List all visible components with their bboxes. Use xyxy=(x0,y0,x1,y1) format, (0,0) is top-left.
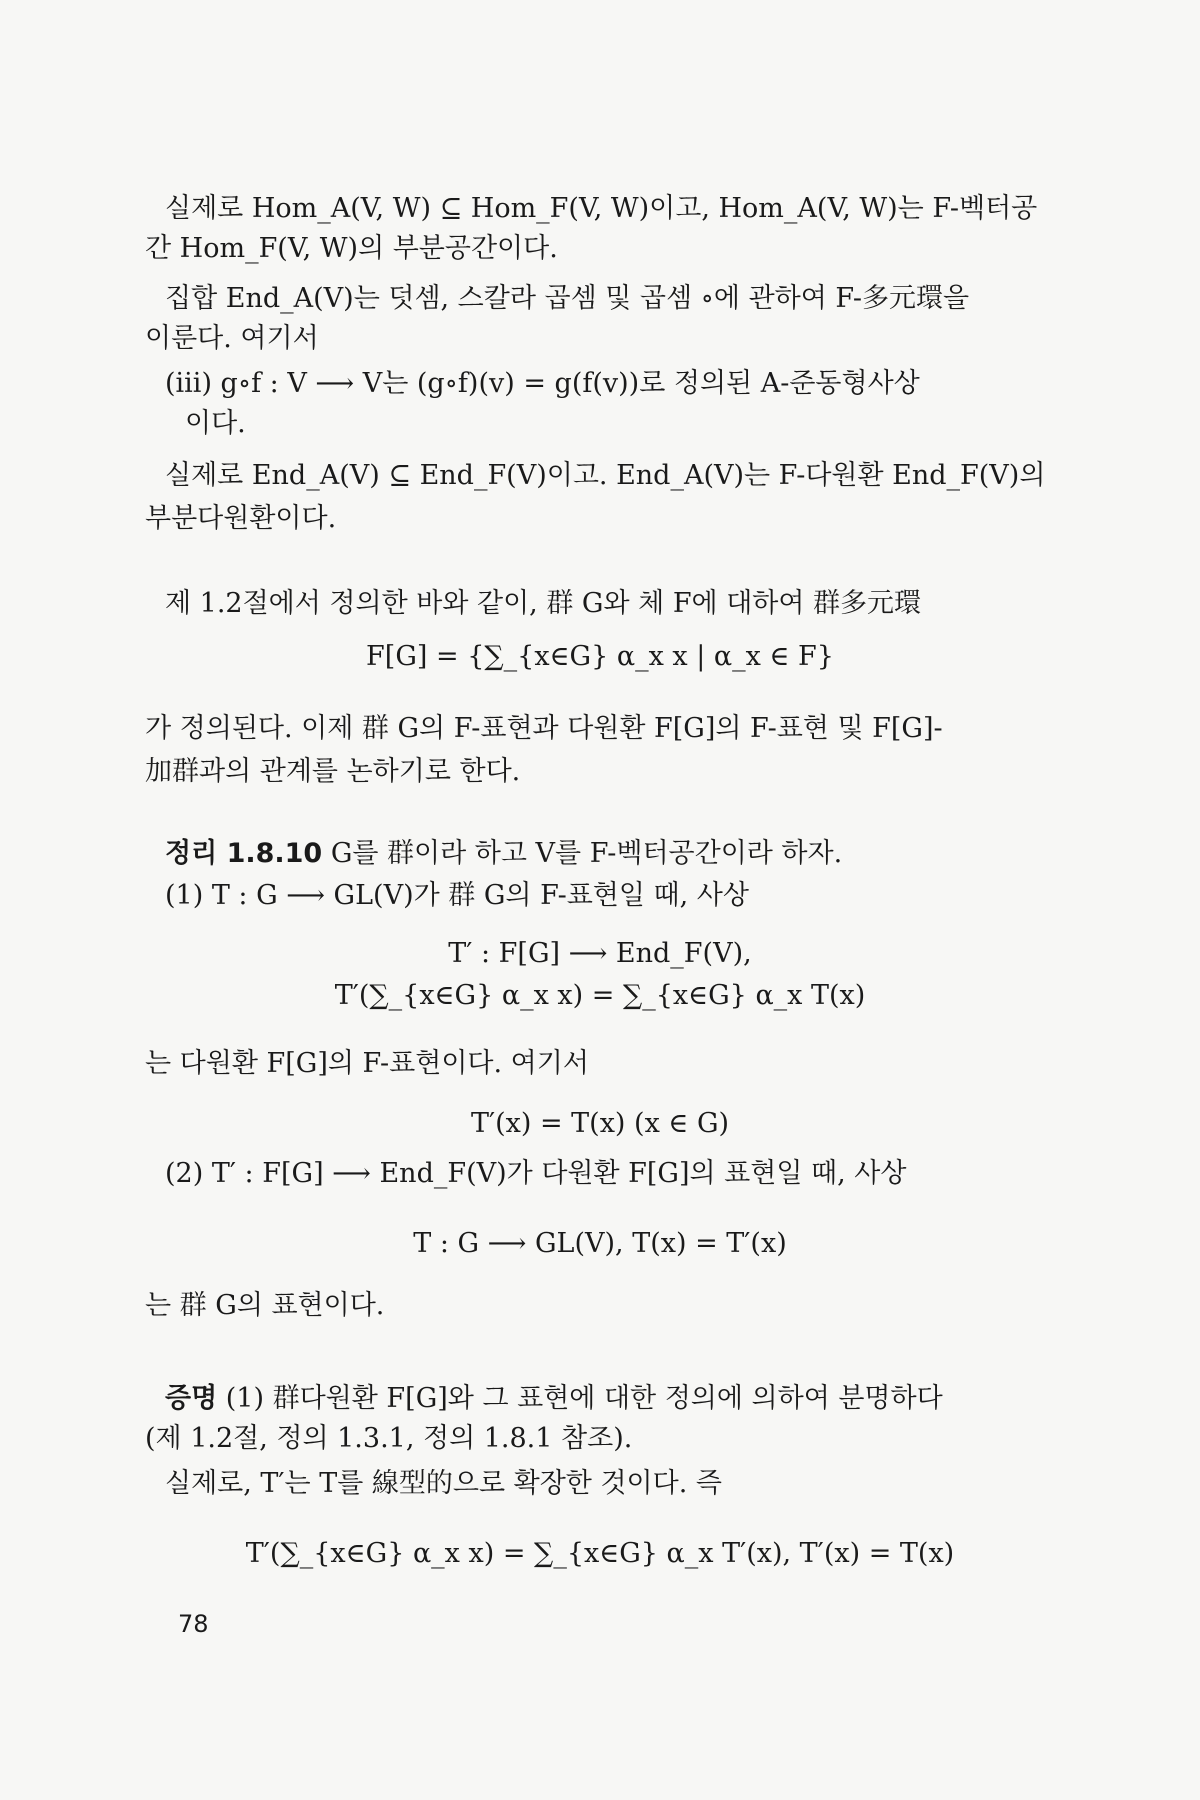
paragraph-line: 제 1.2절에서 정의한 바와 같이, 群 G와 체 F에 대하여 群多元環 xyxy=(165,588,922,619)
paragraph-line: 실제로 End_A(V) ⊆ End_F(V)이고. End_A(V)는 F-다원환 End_F(V)의 xyxy=(165,460,1046,491)
equation-proof: T′(∑_{x∈G} α_x x) = ∑_{x∈G} α_x T′(x), T′(x) = T(x) xyxy=(245,1538,955,1569)
equation-restriction: T′(x) = T(x) (x ∈ G) xyxy=(470,1108,730,1139)
item-iii: (iii) g∘f : V ⟶ V는 (g∘f)(v) = g(f(v))로 정의된 A-준동형사상 xyxy=(165,368,920,399)
equation-group-algebra: F[G] = {∑_{x∈G} α_x x | α_x ∈ F} xyxy=(366,641,834,672)
paragraph-line: 가 정의된다. 이제 群 G의 F-표현과 다원환 F[G]의 F-표현 및 F[G]- xyxy=(145,713,943,744)
paragraph-line: 간 Hom_F(V, W)의 부분공간이다. xyxy=(145,233,558,264)
paragraph-line: 이룬다. 여기서 xyxy=(145,323,319,354)
paragraph-line: 실제로 Hom_A(V, W) ⊆ Hom_F(V, W)이고, Hom_A(V, W)는 F-벡터공 xyxy=(165,193,1038,224)
proof-label: 증명 xyxy=(165,1383,218,1414)
theorem-text: G를 群이라 하고 V를 F-벡터공간이라 하자. xyxy=(330,838,843,869)
item-iii-cont: 이다. xyxy=(185,408,246,439)
theorem-label: 정리 1.8.10 xyxy=(165,838,323,869)
paragraph-line: 加群과의 관계를 논하기로 한다. xyxy=(145,756,521,787)
proof-header xyxy=(165,1385,943,1412)
proof-text: (1) 群다원환 F[G]와 그 표현에 대한 정의에 의하여 분명하다 xyxy=(225,1383,943,1414)
equation-group-rep: T : G ⟶ GL(V), T(x) = T′(x) xyxy=(413,1228,787,1259)
paragraph-line: 는 다원환 F[G]의 F-표현이다. 여기서 xyxy=(145,1048,589,1079)
theorem-header xyxy=(165,840,842,867)
paragraph-line: (제 1.2절, 정의 1.3.1, 정의 1.8.1 참조). xyxy=(145,1423,633,1454)
theorem-part-1: (1) T : G ⟶ GL(V)가 群 G의 F-표현일 때, 사상 xyxy=(165,880,749,911)
paragraph-line: 부분다원환이다. xyxy=(145,503,337,534)
paragraph-line: 실제로, T′는 T를 線型的으로 확장한 것이다. 즉 xyxy=(165,1468,722,1499)
page-number: 78 xyxy=(178,1610,209,1638)
equation-extension: T′(∑_{x∈G} α_x x) = ∑_{x∈G} α_x T(x) xyxy=(334,980,866,1011)
theorem-part-2: (2) T′ : F[G] ⟶ End_F(V)가 다원환 F[G]의 표현일 때, 사상 xyxy=(165,1158,907,1189)
equation-map: T′ : F[G] ⟶ End_F(V), xyxy=(448,938,752,969)
paragraph-line: 는 群 G의 표현이다. xyxy=(145,1290,385,1321)
paragraph-line: 집합 End_A(V)는 덧셈, 스칼라 곱셈 및 곱셈 ∘에 관하여 F-多元環을 xyxy=(165,283,970,314)
